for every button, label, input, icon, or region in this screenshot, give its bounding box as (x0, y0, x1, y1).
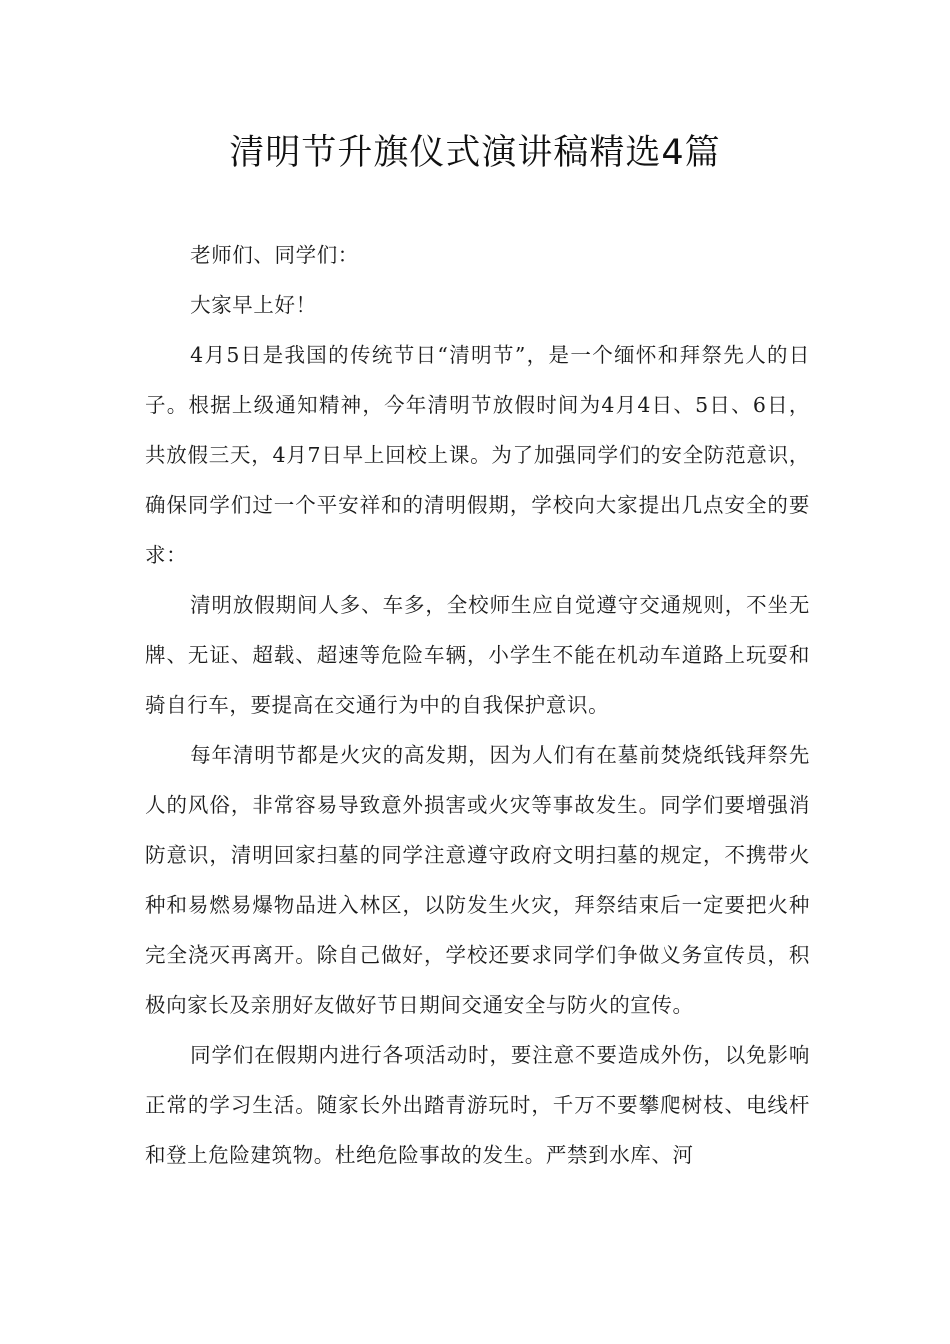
activity-safety-paragraph: 同学们在假期内进行各项活动时，要注意不要造成外伤，以免影响正常的学习生活。随家长外出踏青游玩时，千万不要攀爬树枝、电线杆和登上危险建筑物。杜绝危险事故的发生。严禁到水库、河 (145, 1043, 810, 1167)
morning-greeting-paragraph: 大家早上好！ (190, 293, 317, 317)
holiday-notice-paragraph: 4月5日是我国的传统节日“清明节”，是一个缅怀和拜祭先人的日子。根据上级通知精神，今年清明节放假时间为4月4日、5日、6日，共放假三天，4月7日早上回校上课。为了加强同学们的安全防范意识，确保同学们过一个平安祥和的清明假期，学校向大家提出几点安全的要求： (145, 343, 810, 567)
traffic-safety-paragraph: 清明放假期间人多、车多，全校师生应自觉遵守交通规则，不坐无牌、无证、超载、超速等危险车辆，小学生不能在机动车道路上玩耍和骑自行车，要提高在交通行为中的自我保护意识。 (145, 593, 810, 717)
fire-safety-paragraph: 每年清明节都是火灾的高发期，因为人们有在墓前焚烧纸钱拜祭先人的风俗，非常容易导致意外损害或火灾等事故发生。同学们要增强消防意识，清明回家扫墓的同学注意遵守政府文明扫墓的规定，不携带火种和易燃易爆物品进入林区，以防发生火灾，拜祭结束后一定要把火种完全浇灭再离开。除自己做好，学校还要求同学们争做义务宣传员，积极向家长及亲朋好友做好节日期间交通安全与防火的宣传。 (145, 743, 810, 1017)
document-body (145, 230, 810, 1180)
document-title: 清明节升旗仪式演讲稿精选4篇 (229, 133, 721, 173)
greeting-paragraph: 老师们、同学们： (190, 243, 359, 267)
